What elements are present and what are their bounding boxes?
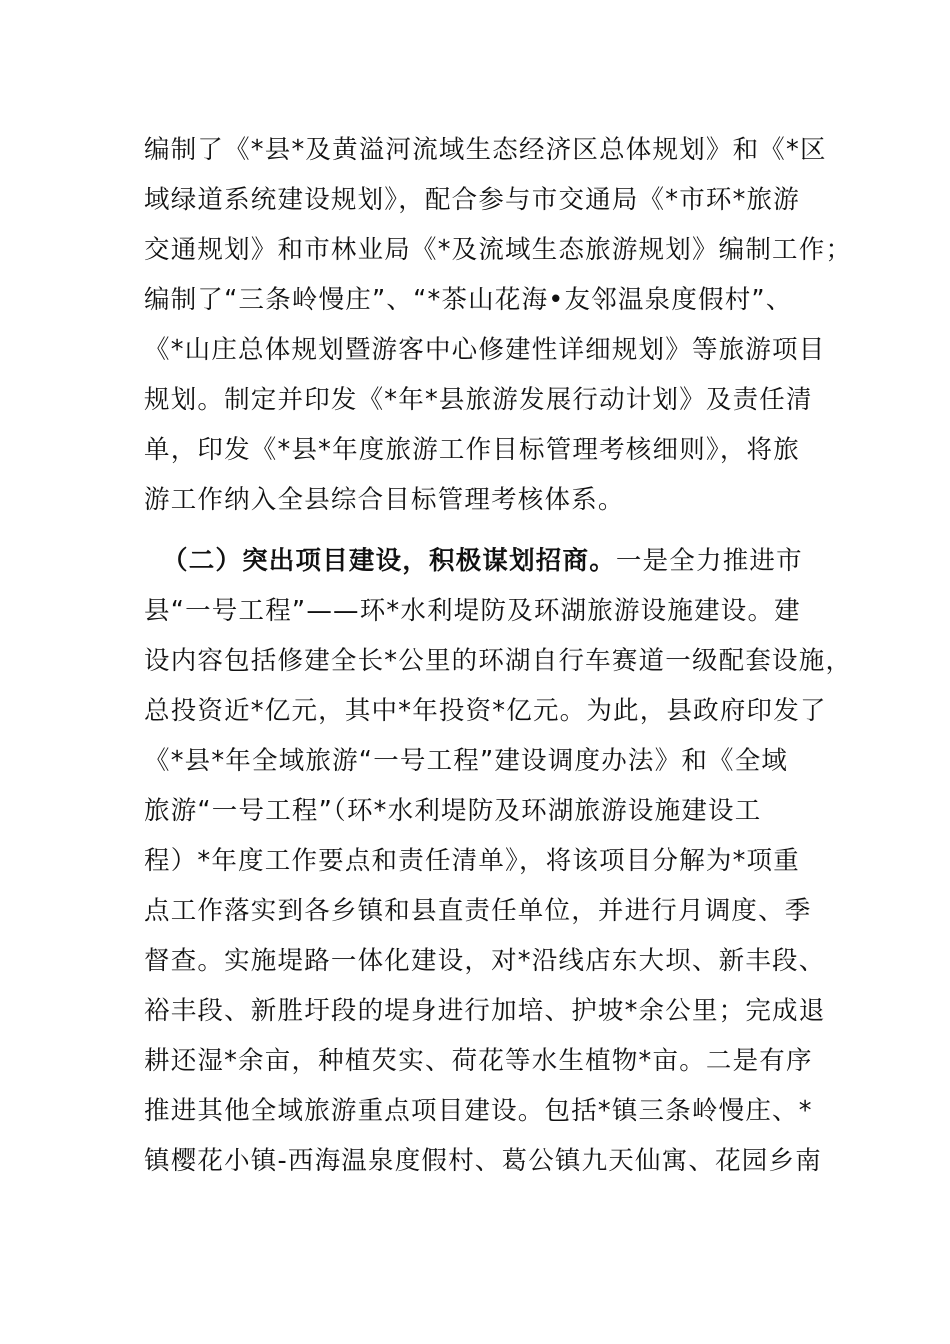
- paragraph-2-line-5: 《*县*年全域旅游“一号工程”建设调度办法》和《全域: [144, 746, 789, 776]
- paragraph-2-first-line-rest: 一是全力推进市: [615, 546, 803, 576]
- paragraph-2-line-7: 程）*年度工作要点和责任清单》，将该项目分解为*项重: [144, 846, 800, 876]
- paragraph-1-line-3: 交通规划》和市林业局《*及流域生态旅游规划》编制工作；: [144, 235, 853, 265]
- paragraph-1-line-8: 游工作纳入全县综合目标管理考核体系。: [144, 485, 625, 515]
- paragraph-1-line-1: 编制了《*县*及黄溢河流域生态经济区总体规划》和《*区: [144, 135, 827, 165]
- paragraph-2-line-9: 督查。实施堤路一体化建设，对*沿线店东大坝、新丰段、: [144, 946, 826, 976]
- paragraph-2-line-2: 县“一号工程”——环*水利堤防及环湖旅游设施建设。建: [144, 596, 801, 626]
- paragraph-2-line-6: 旅游“一号工程”（环*水利堤防及环湖旅游设施建设工: [144, 796, 762, 826]
- paragraph-1-line-2: 域绿道系统建设规划》，配合参与市交通局《*市环*旅游: [144, 185, 800, 215]
- paragraph-2-line-3: 设内容包括修建全长*公里的环湖自行车赛道一级配套设施，: [144, 646, 853, 676]
- section-heading: （二）突出项目建设，积极谋划招商。: [162, 546, 616, 576]
- paragraph-2-line-12: 推进其他全域旅游重点项目建设。包括*镇三条岭慢庄、*: [144, 1096, 813, 1126]
- paragraph-2-line-8: 点工作落实到各乡镇和县直责任单位，并进行月调度、季: [144, 896, 812, 926]
- paragraph-2-first-line: [162, 541, 842, 581]
- paragraph-1-line-4: 编制了“三条岭慢庄”、“*茶山花海•友邻温泉度假村”、: [144, 285, 793, 315]
- paragraph-2-line-13: 镇樱花小镇-西海温泉度假村、葛公镇九天仙寓、花园乡南: [144, 1146, 822, 1176]
- paragraph-2-line-11: 耕还湿*余亩，种植芡实、荷花等水生植物*亩。二是有序: [144, 1046, 813, 1076]
- paragraph-1-line-7: 单，印发《*县*年度旅游工作目标管理考核细则》，将旅: [144, 435, 800, 465]
- paragraph-1-line-6: 规划。制定并印发《*年*县旅游发展行动计划》及责任清: [144, 385, 813, 415]
- paragraph-2-line-10: 裕丰段、新胜圩段的堤身进行加培、护坡*余公里；完成退: [144, 996, 826, 1026]
- paragraph-1-line-5: 《*山庄总体规划暨游客中心修建性详细规划》等旅游项目: [144, 335, 826, 365]
- paragraph-2-line-4: 总投资近*亿元，其中*年投资*亿元。为此，县政府印发了: [144, 696, 827, 726]
